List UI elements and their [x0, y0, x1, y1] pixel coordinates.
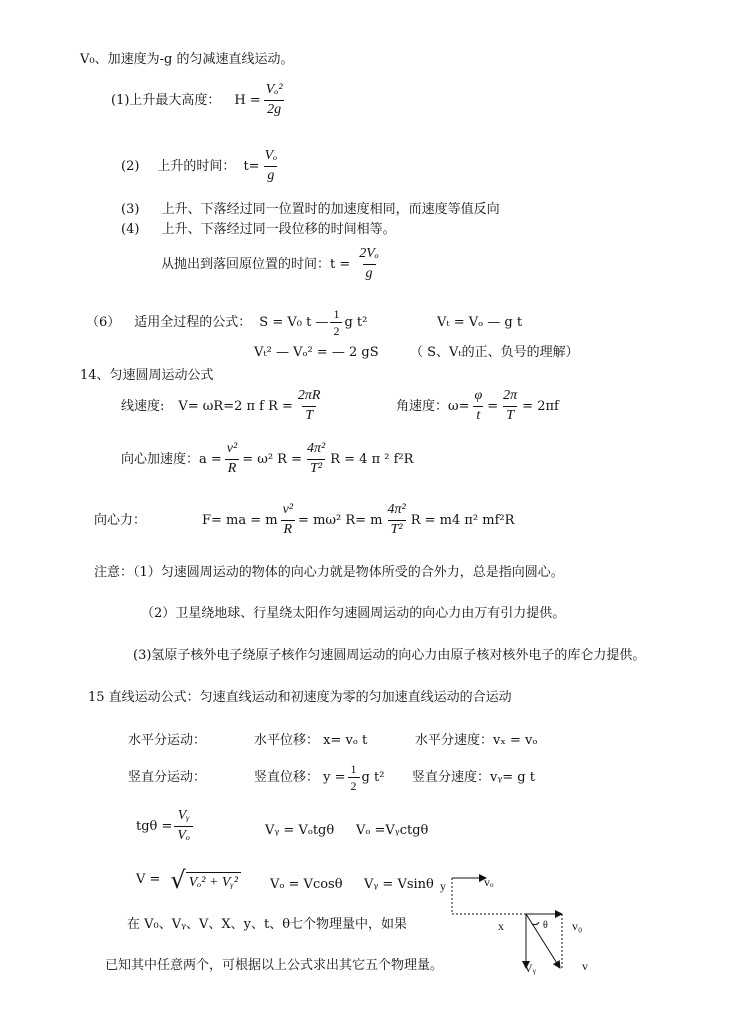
vt2-formula: Vₜ² — Vₒ² = — 2 gS [254, 345, 379, 360]
s-fraction [330, 307, 342, 339]
acc-fraction2 [304, 441, 328, 478]
linear-formula: V= ωR=2 π f R = [178, 398, 293, 414]
h-lhs: H = [234, 92, 261, 108]
tg-fraction [174, 808, 193, 845]
vy-sin: Vᵧ = Vsinθ [364, 877, 434, 892]
t-numerator: Vₒ [264, 148, 278, 163]
item3-text: 上升、下落经过同一位置时的加速度相同，而速度等值反向 [161, 202, 500, 217]
circular-heading: 14、匀速圆周运动公式 [80, 368, 214, 383]
vt-formula: Vₜ = Vₒ — g t [437, 315, 523, 330]
sqrt-icon: √ [170, 866, 186, 894]
acc-num2: 4π² [307, 441, 326, 456]
v-magnitude-row [136, 868, 241, 892]
note1: 注意：（1）匀速圆周运动的物体的向心力就是物体所受的合外力，总是指向圆心。 [94, 565, 564, 580]
force-lhs: F= ma = m [202, 512, 278, 528]
h-fraction [263, 82, 286, 119]
angular-eq: = [487, 398, 499, 414]
linear-label: 线速度: [121, 398, 165, 414]
velocity-diagram [436, 868, 606, 980]
item6-text: 适用全过程的公式： [134, 315, 252, 331]
acc-fraction1 [224, 441, 240, 478]
angular-num2: 2π [503, 388, 518, 403]
note2: （2）卫星绕地球、行星绕太阳作匀速圆周运动的向心力由万有引力提供。 [141, 606, 566, 621]
linear-fraction [295, 388, 324, 425]
tg-den: Vₒ [174, 826, 193, 845]
v-lhs: V = [136, 872, 161, 888]
vo-cos: Vₒ = Vcosθ [270, 877, 343, 892]
angular-den2: T [503, 406, 517, 425]
force-den2: T² [388, 520, 406, 539]
t-denominator: g [264, 166, 277, 185]
conclusion-line: 已知其中任意两个，可根据以上公式求出其它五个物理量。 [105, 958, 444, 973]
acc-den1: R [225, 459, 240, 478]
centripetal-force-row [94, 502, 514, 539]
force-mid: = mω² R= m [298, 512, 383, 528]
item6-label: （6） [86, 315, 121, 331]
sign-note: （ S、Vₜ的正、负号的理解） [410, 345, 579, 360]
vy-label: Vᵧ [524, 961, 536, 975]
horiz-disp: 水平位移： x= vₒ t [254, 733, 368, 748]
acc-mid: = ω² R = [242, 451, 302, 467]
s-frac-num: 1 [333, 307, 340, 321]
vo-ctg-eq: Vₒ =Vᵧctgθ [356, 823, 429, 838]
vert-disp-row [254, 762, 384, 794]
item3-row [121, 202, 500, 218]
vo-top-label: vₒ [484, 875, 494, 889]
vert-fraction [348, 762, 360, 794]
angular-den1: t [473, 406, 483, 425]
item4-label: (4) [121, 222, 140, 237]
force-fraction1 [280, 502, 296, 539]
h-numerator: Vₒ² [265, 82, 283, 97]
angular-rhs: = 2πf [522, 398, 559, 414]
max-height-label: (1)上升最大高度： [111, 92, 221, 108]
item4-row [121, 222, 396, 238]
force-label: 向心力： [94, 512, 147, 528]
item6-row [86, 307, 367, 339]
return-time-label: 从抛出到落回原位置的时间：t = [161, 256, 351, 272]
acc-rhs: R = 4 π ² f²R [330, 451, 414, 467]
sqrt-expression [170, 868, 240, 892]
vert-label: 竖直分运动： [128, 770, 207, 785]
angular-fraction1 [472, 388, 486, 425]
theta-arc [532, 922, 539, 925]
acc-num1: v² [226, 441, 238, 456]
v-label: v [582, 959, 588, 973]
angular-velocity-row [396, 388, 559, 425]
sqrt-body: Vₒ² + Vᵧ² [186, 872, 241, 892]
force-den1: R [281, 520, 296, 539]
t-lhs: t= [243, 158, 260, 174]
rise-time-label: 上升的时间： [157, 158, 236, 174]
acc-den2: T² [307, 459, 325, 478]
s-rhs: g t² [344, 315, 368, 331]
x-label: x [498, 919, 504, 933]
angular-label: 角速度：ω= [396, 398, 470, 414]
acc-label: 向心加速度：a = [121, 451, 222, 467]
max-height-row [111, 82, 288, 119]
vert-frac-den: 2 [348, 777, 360, 793]
projectile-heading: 15 直线运动公式：匀速直线运动和初速度为零的匀加速直线运动的合运动 [88, 690, 512, 705]
force-fraction2 [384, 502, 408, 539]
force-rhs: R = m4 π² mf²R [410, 512, 515, 528]
t-fraction [262, 148, 281, 185]
force-num1: v² [282, 502, 294, 517]
intro-line: V₀、加速度为-g 的匀减速直线运动。 [80, 52, 294, 67]
return-fraction [356, 246, 382, 283]
linear-den: T [302, 406, 316, 425]
s-lhs: S = V₀ t — [259, 315, 329, 331]
vert-frac-num: 1 [350, 762, 357, 776]
vy-tg-eq: Vᵧ = Vₒtgθ [265, 823, 335, 838]
tg-lhs: tgθ = [136, 818, 173, 834]
s-frac-den: 2 [330, 322, 342, 338]
rise-time-row [121, 148, 282, 185]
return-time-row [161, 246, 384, 283]
return-numerator: 2Vₒ [359, 246, 379, 261]
h-denominator: 2g [264, 100, 284, 119]
linear-num: 2πR [297, 388, 321, 403]
vert-disp-lhs: 竖直位移： y = [254, 770, 346, 786]
return-denominator: g [363, 264, 376, 283]
vo-right-label: v₀ [572, 919, 583, 933]
note3: (3)氢原子核外电子绕原子核作匀速圆周运动的向心力由原子核对核外电子的库仑力提供。 [133, 648, 646, 663]
tg-num: Vᵧ [177, 808, 190, 823]
linear-velocity-row [121, 388, 326, 425]
angular-num1: φ [474, 388, 483, 403]
vert-disp-rhs: g t² [361, 770, 385, 786]
horiz-vel: 水平分速度：vₓ = vₒ [415, 733, 538, 748]
vert-vel: 竖直分速度：vᵧ= g t [412, 770, 535, 785]
item3-label: (3) [121, 202, 140, 217]
theta-label: θ [543, 920, 548, 931]
force-num2: 4π² [387, 502, 406, 517]
item2-label: (2) [121, 158, 140, 174]
tg-row [136, 808, 195, 845]
item4-text: 上升、下落经过同一段位移的时间相等。 [161, 222, 396, 237]
angular-fraction2 [500, 388, 520, 425]
horiz-label: 水平分运动： [128, 733, 207, 748]
y-label: y [440, 879, 446, 893]
quantities-line: 在 V₀、Vᵧ、V、X、y、t、θ七个物理量中，如果 [127, 917, 408, 932]
centripetal-acc-row [121, 441, 413, 478]
